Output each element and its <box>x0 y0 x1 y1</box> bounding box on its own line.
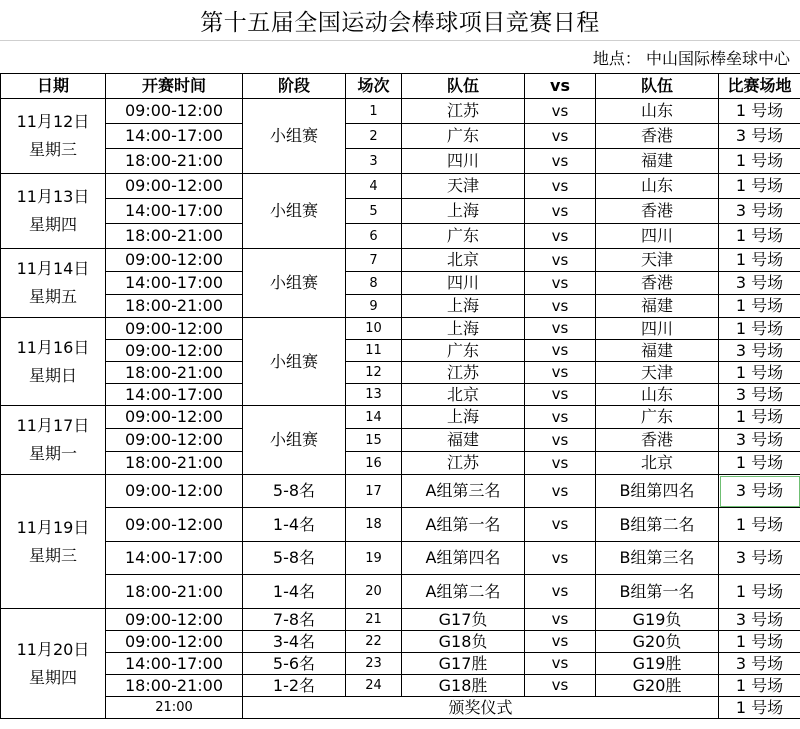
time-cell: 09:00-12:00 <box>106 609 243 631</box>
time-cell: 09:00-12:00 <box>106 475 243 508</box>
venue-line: 地点： 中山国际棒垒球中心 <box>0 40 800 73</box>
stage-cell: 小组赛 <box>243 249 346 318</box>
field-cell: 3 号场 <box>719 340 800 362</box>
vs-cell: vs <box>525 429 596 452</box>
time-cell: 18:00-21:00 <box>106 224 243 249</box>
game-no-cell: 22 <box>346 631 402 653</box>
table-row <box>1 575 800 609</box>
team1-cell: 江苏 <box>402 99 525 124</box>
field-cell: 1 号场 <box>719 362 800 384</box>
time-cell: 18:00-21:00 <box>106 362 243 384</box>
field-cell: 3 号场 <box>719 124 800 149</box>
vs-cell: vs <box>525 362 596 384</box>
field-cell: 1 号场 <box>719 508 800 542</box>
team2-cell: 福建 <box>596 340 719 362</box>
team1-cell: 北京 <box>402 384 525 406</box>
team2-cell: 四川 <box>596 224 719 249</box>
header-stage: 阶段 <box>243 74 346 99</box>
vs-cell: vs <box>525 452 596 475</box>
stage-cell: 5-6名 <box>243 653 346 675</box>
game-no-cell: 4 <box>346 174 402 199</box>
vs-cell: vs <box>525 542 596 575</box>
team2-cell: B组第一名 <box>596 575 719 609</box>
team2-cell: 天津 <box>596 249 719 272</box>
team1-cell: 江苏 <box>402 362 525 384</box>
team2-cell: B组第四名 <box>596 475 719 508</box>
team1-cell: G17胜 <box>402 653 525 675</box>
game-no-cell: 18 <box>346 508 402 542</box>
date-cell: 11月19日 星期三 <box>1 475 106 609</box>
game-no-cell: 19 <box>346 542 402 575</box>
field-cell: 1 号场 <box>719 631 800 653</box>
field-cell: 1 号场 <box>719 406 800 429</box>
team1-cell: G18负 <box>402 631 525 653</box>
header-row <box>1 74 800 99</box>
game-no-cell: 2 <box>346 124 402 149</box>
field-cell: 1 号场 <box>719 99 800 124</box>
stage-cell: 7-8名 <box>243 609 346 631</box>
table-row <box>1 199 800 224</box>
field-cell: 1 号场 <box>719 452 800 475</box>
table-row <box>1 362 800 384</box>
team1-cell: A组第一名 <box>402 508 525 542</box>
table-row <box>1 653 800 675</box>
team1-cell: A组第三名 <box>402 475 525 508</box>
time-cell: 09:00-12:00 <box>106 99 243 124</box>
team1-cell: 广东 <box>402 224 525 249</box>
team1-cell: 广东 <box>402 124 525 149</box>
vs-cell: vs <box>525 508 596 542</box>
team2-cell: G19胜 <box>596 653 719 675</box>
team1-cell: G17负 <box>402 609 525 631</box>
team2-cell: 福建 <box>596 149 719 174</box>
vs-cell: vs <box>525 249 596 272</box>
vs-cell: vs <box>525 406 596 429</box>
table-row <box>1 149 800 174</box>
vs-cell: vs <box>525 124 596 149</box>
table-row <box>1 452 800 475</box>
game-no-cell: 16 <box>346 452 402 475</box>
field-cell: 1 号场 <box>719 318 800 340</box>
team1-cell: 广东 <box>402 340 525 362</box>
game-no-cell: 5 <box>346 199 402 224</box>
team2-cell: 香港 <box>596 199 719 224</box>
table-row <box>1 249 800 272</box>
team1-cell: G18胜 <box>402 675 525 697</box>
time-cell: 14:00-17:00 <box>106 542 243 575</box>
time-cell: 18:00-21:00 <box>106 452 243 475</box>
stage-cell: 小组赛 <box>243 406 346 475</box>
time-cell: 09:00-12:00 <box>106 340 243 362</box>
team2-cell: 四川 <box>596 318 719 340</box>
time-cell: 14:00-17:00 <box>106 124 243 149</box>
header-time: 开赛时间 <box>106 74 243 99</box>
team2-cell: B组第三名 <box>596 542 719 575</box>
game-no-cell: 13 <box>346 384 402 406</box>
team2-cell: G20负 <box>596 631 719 653</box>
header-vs: vs <box>525 74 596 99</box>
field-cell: 1 号场 <box>719 675 800 697</box>
table-row <box>1 124 800 149</box>
game-no-cell: 11 <box>346 340 402 362</box>
date-cell: 11月20日 星期四 <box>1 609 106 719</box>
vs-cell: vs <box>525 653 596 675</box>
team2-cell: B组第二名 <box>596 508 719 542</box>
team2-cell: 香港 <box>596 272 719 295</box>
game-no-cell: 17 <box>346 475 402 508</box>
header-game-no: 场次 <box>346 74 402 99</box>
ceremony-time-cell: 21:00 <box>106 697 243 719</box>
date-cell: 11月14日 星期五 <box>1 249 106 318</box>
game-no-cell: 23 <box>346 653 402 675</box>
team2-cell: 山东 <box>596 384 719 406</box>
team2-cell: 山东 <box>596 174 719 199</box>
game-no-cell: 3 <box>346 149 402 174</box>
field-cell: 1 号场 <box>719 249 800 272</box>
vs-cell: vs <box>525 295 596 318</box>
table-row <box>1 542 800 575</box>
date-cell: 11月17日 星期一 <box>1 406 106 475</box>
table-row <box>1 318 800 340</box>
table-row <box>1 174 800 199</box>
field-cell: 1 号场 <box>719 174 800 199</box>
table-row <box>1 384 800 406</box>
vs-cell: vs <box>525 631 596 653</box>
team1-cell: 四川 <box>402 272 525 295</box>
table-row <box>1 272 800 295</box>
stage-cell: 小组赛 <box>243 318 346 406</box>
header-field: 比赛场地 <box>719 74 800 99</box>
time-cell: 18:00-21:00 <box>106 295 243 318</box>
time-cell: 18:00-21:00 <box>106 575 243 609</box>
game-no-cell: 9 <box>346 295 402 318</box>
ceremony-field-cell: 1 号场 <box>719 697 800 719</box>
game-no-cell: 14 <box>346 406 402 429</box>
stage-cell: 小组赛 <box>243 99 346 174</box>
stage-cell: 小组赛 <box>243 174 346 249</box>
game-no-cell: 7 <box>346 249 402 272</box>
vs-cell: vs <box>525 575 596 609</box>
table-row <box>1 675 800 697</box>
game-no-cell: 6 <box>346 224 402 249</box>
table-row <box>1 340 800 362</box>
time-cell: 09:00-12:00 <box>106 318 243 340</box>
stage-cell: 1-2名 <box>243 675 346 697</box>
game-no-cell: 24 <box>346 675 402 697</box>
team2-cell: 福建 <box>596 295 719 318</box>
time-cell: 09:00-12:00 <box>106 631 243 653</box>
game-no-cell: 12 <box>346 362 402 384</box>
vs-cell: vs <box>525 340 596 362</box>
vs-cell: vs <box>525 149 596 174</box>
vs-cell: vs <box>525 384 596 406</box>
game-no-cell: 10 <box>346 318 402 340</box>
date-cell: 11月16日 星期日 <box>1 318 106 406</box>
field-cell: 3 号场 <box>719 199 800 224</box>
field-cell[interactable]: 3 号场 <box>719 475 800 508</box>
stage-cell: 5-8名 <box>243 475 346 508</box>
team1-cell: 上海 <box>402 199 525 224</box>
field-cell: 1 号场 <box>719 224 800 249</box>
time-cell: 09:00-12:00 <box>106 174 243 199</box>
team1-cell: 上海 <box>402 318 525 340</box>
time-cell: 09:00-12:00 <box>106 249 243 272</box>
vs-cell: vs <box>525 609 596 631</box>
table-row <box>1 99 800 124</box>
time-cell: 14:00-17:00 <box>106 272 243 295</box>
team1-cell: 江苏 <box>402 452 525 475</box>
table-row <box>1 429 800 452</box>
time-cell: 14:00-17:00 <box>106 199 243 224</box>
game-no-cell: 20 <box>346 575 402 609</box>
vs-cell: vs <box>525 99 596 124</box>
team1-cell: 天津 <box>402 174 525 199</box>
table-row <box>1 224 800 249</box>
field-cell: 3 号场 <box>719 542 800 575</box>
time-cell: 09:00-12:00 <box>106 406 243 429</box>
stage-cell: 1-4名 <box>243 508 346 542</box>
time-cell: 14:00-17:00 <box>106 384 243 406</box>
team1-cell: A组第四名 <box>402 542 525 575</box>
table-row <box>1 406 800 429</box>
schedule-table <box>0 73 800 719</box>
vs-cell: vs <box>525 675 596 697</box>
header-team1: 队伍 <box>402 74 525 99</box>
ceremony-row <box>1 697 800 719</box>
team1-cell: A组第二名 <box>402 575 525 609</box>
header-date: 日期 <box>1 74 106 99</box>
vs-cell: vs <box>525 475 596 508</box>
date-cell: 11月13日 星期四 <box>1 174 106 249</box>
date-cell: 11月12日 星期三 <box>1 99 106 174</box>
time-cell: 14:00-17:00 <box>106 653 243 675</box>
header-team2: 队伍 <box>596 74 719 99</box>
game-no-cell: 21 <box>346 609 402 631</box>
table-row <box>1 508 800 542</box>
field-cell: 1 号场 <box>719 149 800 174</box>
field-cell: 3 号场 <box>719 609 800 631</box>
stage-cell: 1-4名 <box>243 575 346 609</box>
team1-cell: 福建 <box>402 429 525 452</box>
field-cell: 3 号场 <box>719 429 800 452</box>
team2-cell: 香港 <box>596 429 719 452</box>
field-cell: 3 号场 <box>719 384 800 406</box>
team2-cell: 北京 <box>596 452 719 475</box>
vs-cell: vs <box>525 199 596 224</box>
team1-cell: 四川 <box>402 149 525 174</box>
field-cell: 1 号场 <box>719 295 800 318</box>
time-cell: 18:00-21:00 <box>106 675 243 697</box>
field-cell: 1 号场 <box>719 575 800 609</box>
team1-cell: 上海 <box>402 295 525 318</box>
table-row <box>1 475 800 508</box>
time-cell: 18:00-21:00 <box>106 149 243 174</box>
stage-cell: 3-4名 <box>243 631 346 653</box>
team1-cell: 上海 <box>402 406 525 429</box>
team2-cell: 广东 <box>596 406 719 429</box>
ceremony-label-cell: 颁奖仪式 <box>243 697 719 719</box>
table-row <box>1 295 800 318</box>
table-row <box>1 609 800 631</box>
vs-cell: vs <box>525 272 596 295</box>
stage-cell: 5-8名 <box>243 542 346 575</box>
vs-cell: vs <box>525 174 596 199</box>
time-cell: 09:00-12:00 <box>106 429 243 452</box>
field-cell: 3 号场 <box>719 272 800 295</box>
team2-cell: 香港 <box>596 124 719 149</box>
table-row <box>1 631 800 653</box>
team1-cell: 北京 <box>402 249 525 272</box>
field-cell: 3 号场 <box>719 653 800 675</box>
game-no-cell: 1 <box>346 99 402 124</box>
game-no-cell: 8 <box>346 272 402 295</box>
vs-cell: vs <box>525 318 596 340</box>
team2-cell: 天津 <box>596 362 719 384</box>
page-title: 第十五届全国运动会棒球项目竞赛日程 <box>200 9 600 36</box>
vs-cell: vs <box>525 224 596 249</box>
team2-cell: G20胜 <box>596 675 719 697</box>
team2-cell: G19负 <box>596 609 719 631</box>
game-no-cell: 15 <box>346 429 402 452</box>
team2-cell: 山东 <box>596 99 719 124</box>
time-cell: 09:00-12:00 <box>106 508 243 542</box>
